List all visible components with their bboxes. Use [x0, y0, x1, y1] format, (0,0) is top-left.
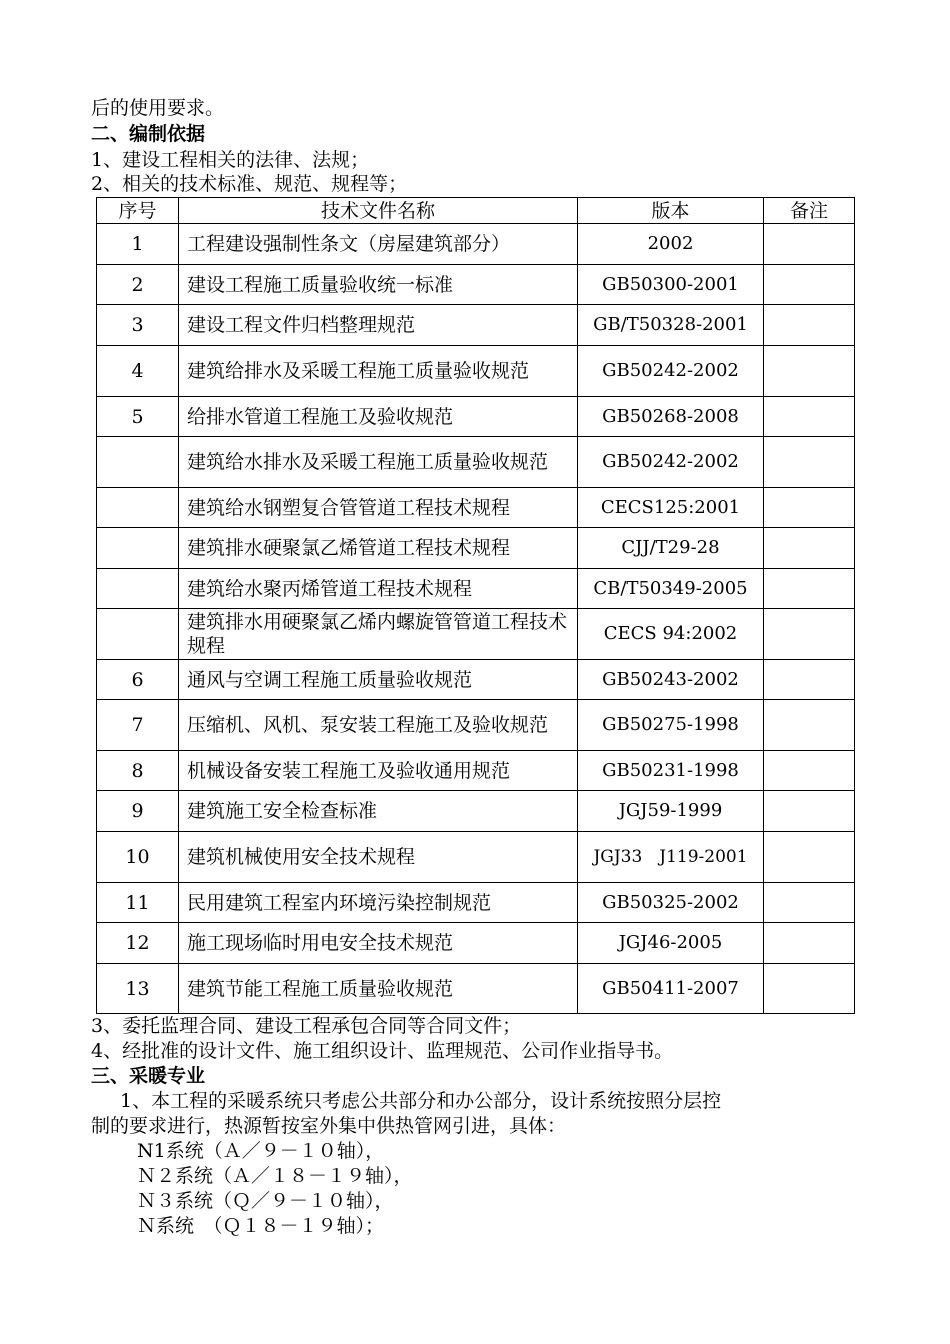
table-row	[97, 832, 855, 883]
section-2-heading: 二、编制依据	[91, 123, 206, 145]
row-note	[764, 700, 855, 751]
row-note	[764, 751, 855, 791]
heating-system-n2: Ｎ２系统（Ａ／１８－１９轴），	[137, 1165, 413, 1187]
row-no: 13	[97, 964, 179, 1014]
intro-text: 后的使用要求。	[91, 97, 225, 119]
row-no	[97, 569, 179, 609]
table-row	[97, 791, 855, 832]
row-version: GB50231-1998	[578, 751, 764, 791]
row-version: GB50411-2007	[578, 964, 764, 1014]
heating-system-n1: N1系统（Ａ／９－１０轴），	[137, 1140, 385, 1162]
row-note	[764, 437, 855, 488]
row-note	[764, 265, 855, 305]
row-name: 建筑机械使用安全技术规程	[179, 832, 578, 883]
heating-paragraph-line-1: 1、本工程的采暖系统只考虑公共部分和办公部分，设计系统按照分层控	[120, 1090, 722, 1112]
table-row	[97, 964, 855, 1014]
table-row	[97, 923, 855, 964]
table-row	[97, 488, 855, 528]
row-note	[764, 569, 855, 609]
row-no: 6	[97, 660, 179, 700]
row-version: GB50325-2002	[578, 883, 764, 923]
row-name: 建设工程文件归档整理规范	[179, 305, 578, 346]
row-note	[764, 964, 855, 1014]
row-note	[764, 660, 855, 700]
table-row	[97, 609, 855, 660]
row-name: 压缩机、风机、泵安装工程施工及验收规范	[179, 700, 578, 751]
table-row	[97, 265, 855, 305]
row-note	[764, 791, 855, 832]
header-name: 技术文件名称	[179, 198, 578, 224]
row-no	[97, 488, 179, 528]
row-note	[764, 883, 855, 923]
row-version: CB/T50349-2005	[578, 569, 764, 609]
row-note	[764, 923, 855, 964]
header-version: 版本	[578, 198, 764, 224]
heating-system-n3: Ｎ３系统（Ｑ／９－１０轴），	[137, 1190, 394, 1212]
header-note: 备注	[764, 198, 855, 224]
row-name: 建筑给水钢塑复合管管道工程技术规程	[179, 488, 578, 528]
heating-paragraph-line-2: 制的要求进行，热源暂按室外集中供热管网引进，具体：	[91, 1115, 567, 1137]
table-row	[97, 397, 855, 437]
row-version: GB50300-2001	[578, 265, 764, 305]
row-no	[97, 437, 179, 488]
row-no: 1	[97, 224, 179, 265]
basis-item-1: 1、建设工程相关的法律、法规；	[91, 149, 370, 171]
row-version: CECS125:2001	[578, 488, 764, 528]
table-row	[97, 569, 855, 609]
row-version: GB50242-2002	[578, 437, 764, 488]
standards-table	[96, 197, 855, 1014]
row-name: 建筑节能工程施工质量验收规范	[179, 964, 578, 1014]
header-no: 序号	[97, 198, 179, 224]
row-name: 通风与空调工程施工质量验收规范	[179, 660, 578, 700]
row-version: JGJ33 J119-2001	[578, 832, 764, 883]
table-row	[97, 437, 855, 488]
row-name: 建设工程施工质量验收统一标准	[179, 265, 578, 305]
table-row	[97, 751, 855, 791]
row-version: GB50268-2008	[578, 397, 764, 437]
row-version: JGJ59-1999	[578, 791, 764, 832]
row-name: 建筑给水排水及采暖工程施工质量验收规范	[179, 437, 578, 488]
row-no: 12	[97, 923, 179, 964]
row-name: 民用建筑工程室内环境污染控制规范	[179, 883, 578, 923]
table-row	[97, 346, 855, 397]
row-name: 建筑施工安全检查标准	[179, 791, 578, 832]
row-version: GB/T50328-2001	[578, 305, 764, 346]
row-note	[764, 224, 855, 265]
row-no: 7	[97, 700, 179, 751]
row-version: CECS 94:2002	[578, 609, 764, 660]
table-row	[97, 883, 855, 923]
row-no: 9	[97, 791, 179, 832]
row-name: 建筑排水用硬聚氯乙烯内螺旋管管道工程技术规程	[179, 609, 578, 660]
row-version: GB50242-2002	[578, 346, 764, 397]
row-no: 4	[97, 346, 179, 397]
table-header-row	[97, 198, 855, 224]
heating-system-n: Ｎ系统 （Ｑ１８－１９轴）；	[137, 1215, 385, 1237]
row-name: 施工现场临时用电安全技术规范	[179, 923, 578, 964]
table-row	[97, 528, 855, 569]
row-name: 建筑给排水及采暖工程施工质量验收规范	[179, 346, 578, 397]
row-name: 给排水管道工程施工及验收规范	[179, 397, 578, 437]
basis-item-4: 4、经批准的设计文件、施工组织设计、监理规范、公司作业指导书。	[91, 1040, 674, 1062]
row-name: 工程建设强制性条文（房屋建筑部分）	[179, 224, 578, 265]
row-name: 机械设备安装工程施工及验收通用规范	[179, 751, 578, 791]
row-no: 8	[97, 751, 179, 791]
table-row	[97, 305, 855, 346]
row-no: 2	[97, 265, 179, 305]
row-version: GB50243-2002	[578, 660, 764, 700]
row-no: 11	[97, 883, 179, 923]
row-name: 建筑给水聚丙烯管道工程技术规程	[179, 569, 578, 609]
row-note	[764, 832, 855, 883]
row-no	[97, 609, 179, 660]
row-no	[97, 528, 179, 569]
row-no: 3	[97, 305, 179, 346]
row-note	[764, 488, 855, 528]
row-no: 10	[97, 832, 179, 883]
row-note	[764, 528, 855, 569]
row-version: CJJ/T29-28	[578, 528, 764, 569]
row-version: GB50275-1998	[578, 700, 764, 751]
row-note	[764, 305, 855, 346]
row-name: 建筑排水硬聚氯乙烯管道工程技术规程	[179, 528, 578, 569]
basis-item-2: 2、相关的技术标准、规范、规程等；	[91, 173, 408, 195]
section-3-heading: 三、采暖专业	[91, 1065, 206, 1087]
row-version: JGJ46-2005	[578, 923, 764, 964]
table-row	[97, 660, 855, 700]
row-note	[764, 397, 855, 437]
table-row	[97, 224, 855, 265]
row-no: 5	[97, 397, 179, 437]
row-note	[764, 609, 855, 660]
table-row	[97, 700, 855, 751]
row-version: 2002	[578, 224, 764, 265]
row-note	[764, 346, 855, 397]
basis-item-3: 3、委托监理合同、建设工程承包合同等合同文件；	[91, 1015, 522, 1037]
